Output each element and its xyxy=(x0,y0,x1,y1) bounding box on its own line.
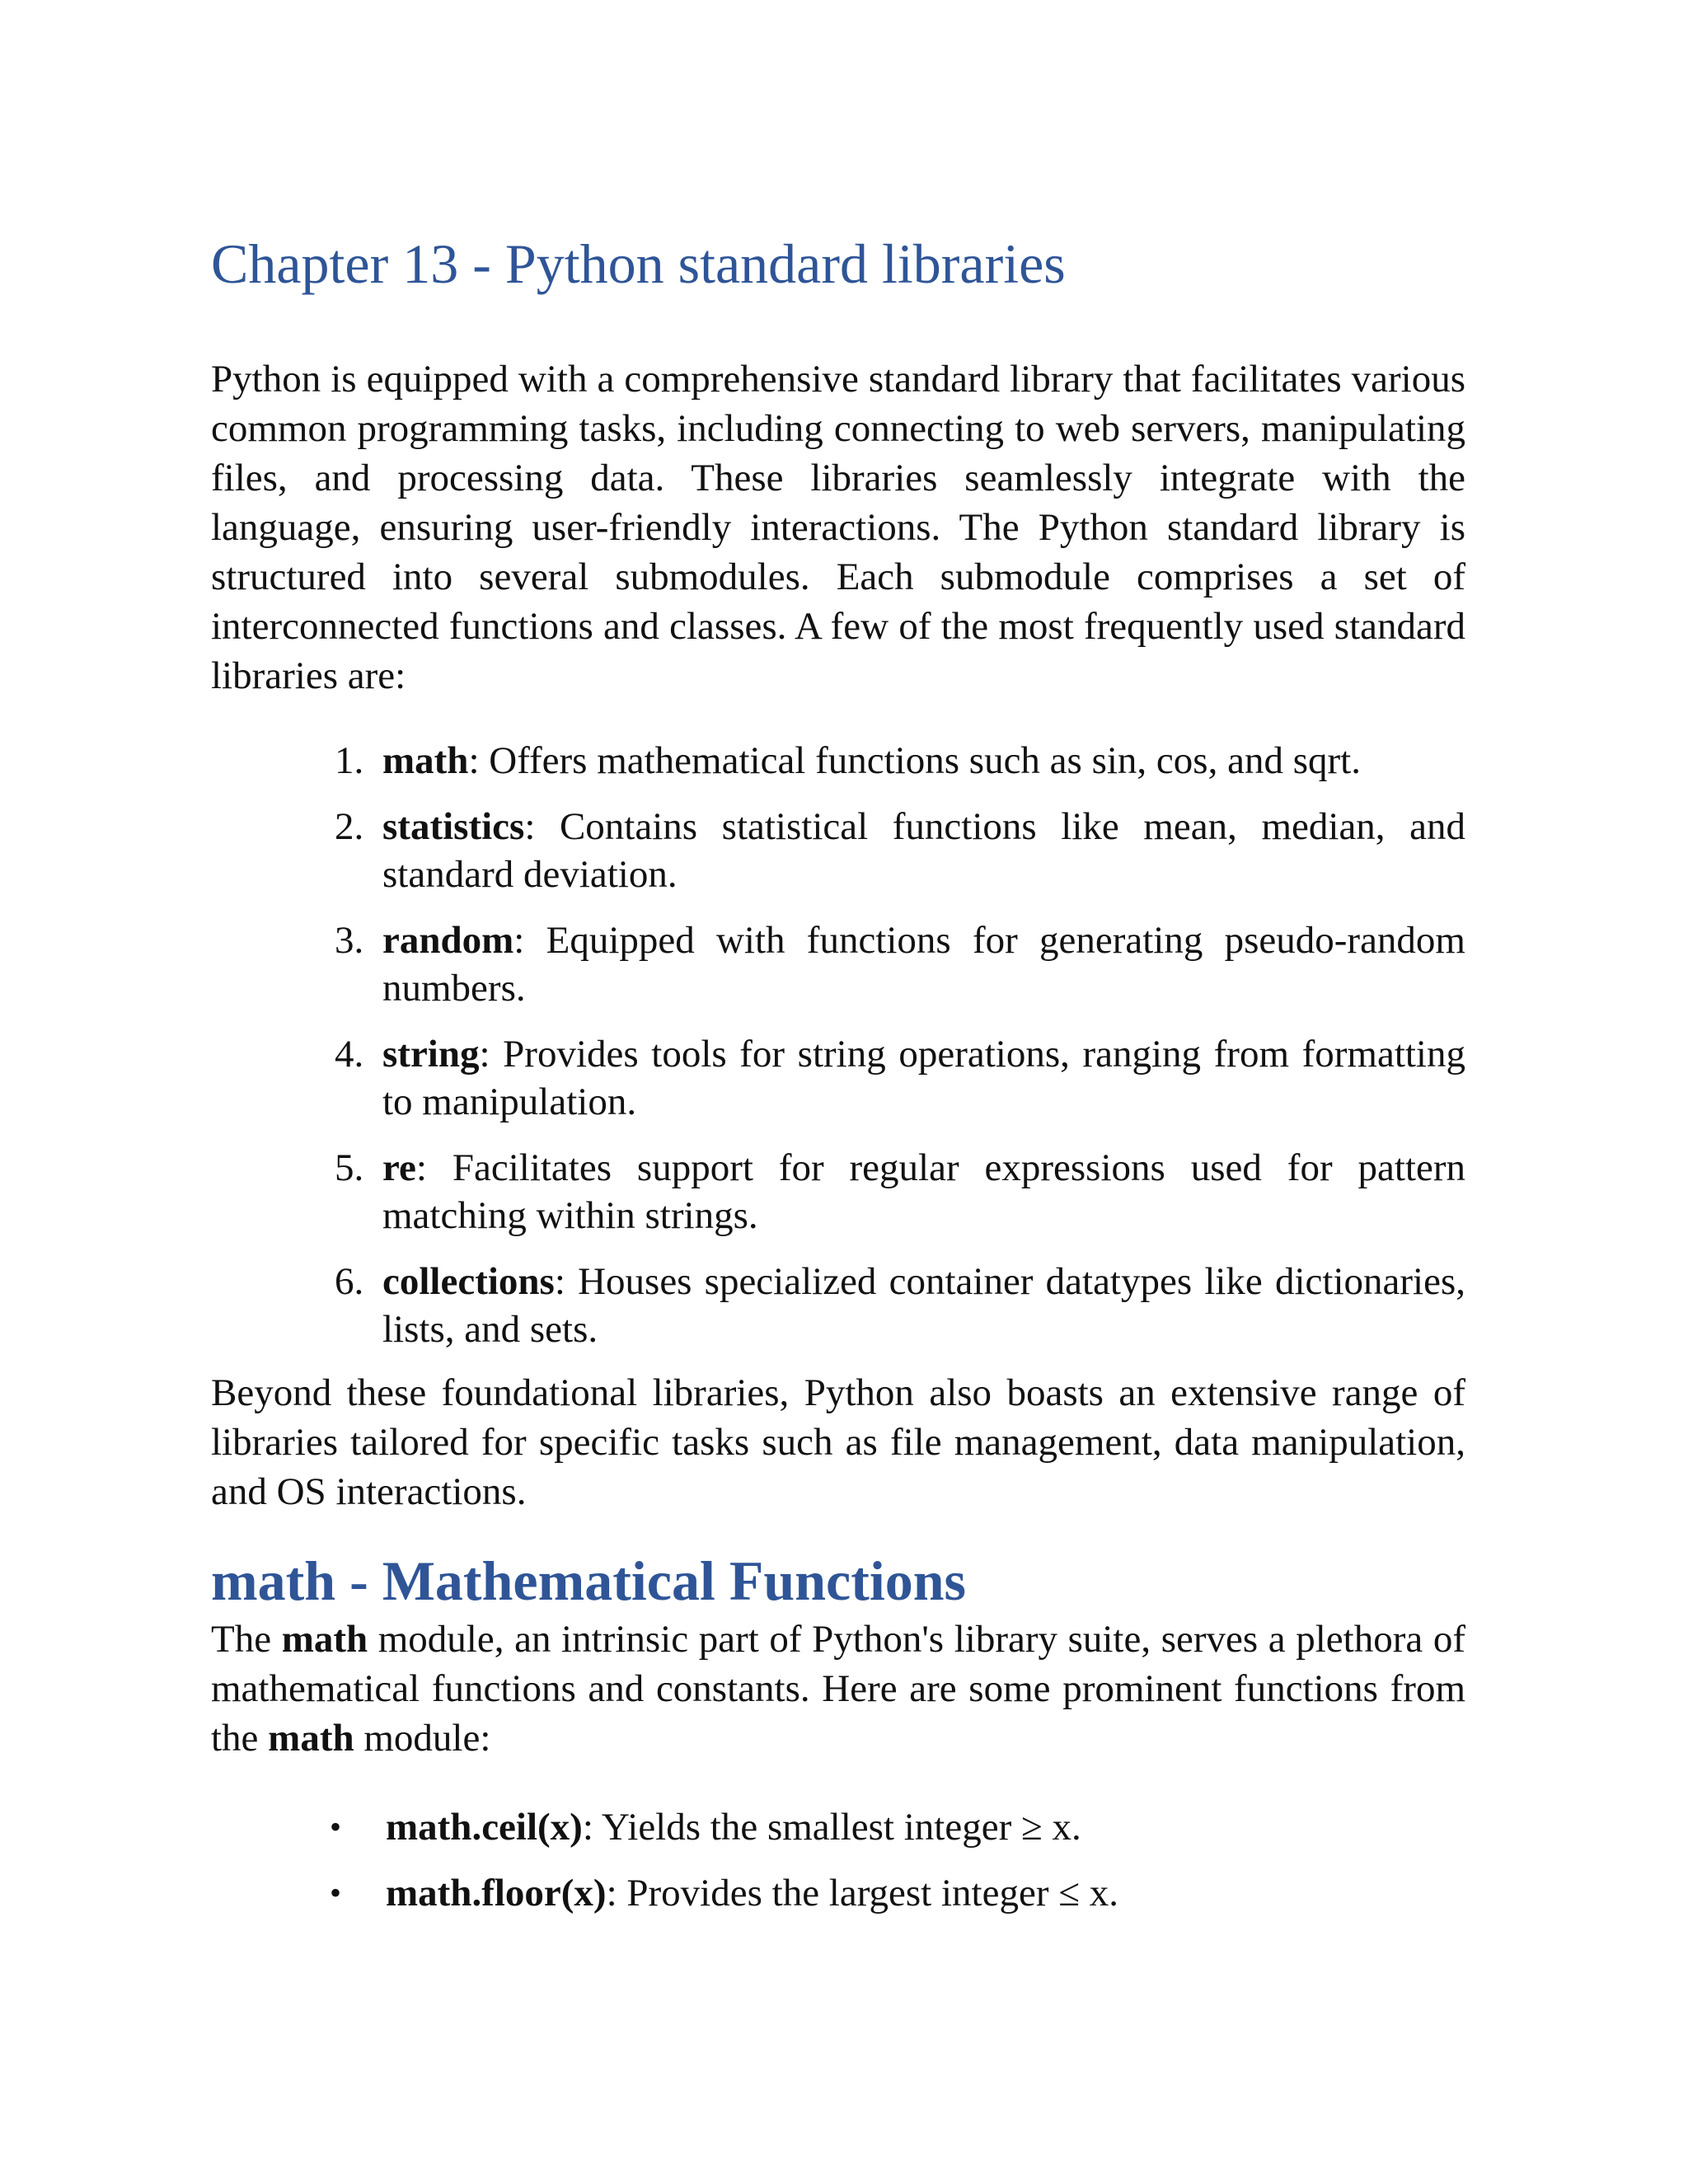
list-item xyxy=(211,1803,1465,1851)
function-description: : Provides the largest integer ≤ x. xyxy=(606,1872,1119,1915)
section-heading-math: math - Mathematical Functions xyxy=(211,1549,967,1612)
text-run: module: xyxy=(354,1717,491,1760)
library-name: random xyxy=(382,919,514,962)
bullet-icon: • xyxy=(330,1808,342,1845)
library-description: : Provides tools for string operations, ranging from formatting to manipulation. xyxy=(382,1033,1465,1123)
list-item xyxy=(211,1144,1465,1240)
function-description: : Yields the smallest integer ≥ x. xyxy=(582,1806,1081,1849)
library-description: : Contains statistical functions like mean, median, and standard deviation. xyxy=(382,805,1465,896)
list-item xyxy=(211,1030,1465,1126)
math-intro-paragraph xyxy=(211,1615,1465,1763)
library-name: collections xyxy=(382,1260,555,1303)
list-number: 5. xyxy=(335,1146,364,1189)
text-run: module, an intrinsic part of Python's library suite, serves a plethora of mathematical functions and constants. Here are some prominent functions from the xyxy=(211,1618,1465,1760)
intro-paragraph: Python is equipped with a comprehensive standard library that facilitates various common programming tasks, including connecting to web servers, manipulating files, and processing data. These libraries seamlessly integrate with the language, ensuring user-friendly interactions. The Python standard library is structured into several submodules. Each submodule comprises a set of interconnected functions and classes. A few of the most frequently used standard libraries are: xyxy=(211,358,1465,697)
function-name: math.floor(x) xyxy=(386,1872,607,1915)
math-function-list xyxy=(211,1803,1465,1935)
library-name: math xyxy=(382,739,469,782)
module-name: math xyxy=(281,1618,368,1661)
list-item xyxy=(211,916,1465,1012)
library-description: : Equipped with functions for generating pseudo-random numbers. xyxy=(382,919,1465,1010)
outro-paragraph: Beyond these foundational libraries, Python also boasts an extensive range of libraries tailored for specific tasks such as file management, data manipulation, and OS interactions. xyxy=(211,1371,1465,1513)
bullet-icon: • xyxy=(330,1874,342,1911)
library-name: statistics xyxy=(382,805,525,848)
function-name: math.ceil(x) xyxy=(386,1806,583,1849)
list-item xyxy=(211,803,1465,898)
list-item xyxy=(211,1869,1465,1917)
list-number: 3. xyxy=(335,919,364,962)
library-description: : Offers mathematical functions such as sin, cos, and sqrt. xyxy=(468,739,1361,782)
list-number: 2. xyxy=(335,805,364,848)
library-list xyxy=(211,737,1465,1371)
list-item xyxy=(211,1258,1465,1353)
chapter-title: Chapter 13 - Python standard libraries xyxy=(211,232,1066,295)
library-name: re xyxy=(382,1146,416,1189)
module-name: math xyxy=(268,1717,354,1760)
list-item xyxy=(211,737,1465,785)
library-description: : Houses specialized container datatypes like dictionaries, lists, and sets. xyxy=(382,1260,1465,1351)
list-number: 4. xyxy=(335,1033,364,1076)
list-number: 6. xyxy=(335,1260,364,1303)
list-number: 1. xyxy=(335,739,364,782)
library-name: string xyxy=(382,1033,480,1076)
library-description: : Facilitates support for regular expressions used for pattern matching within strings. xyxy=(382,1146,1465,1237)
text-run: The xyxy=(211,1618,282,1661)
